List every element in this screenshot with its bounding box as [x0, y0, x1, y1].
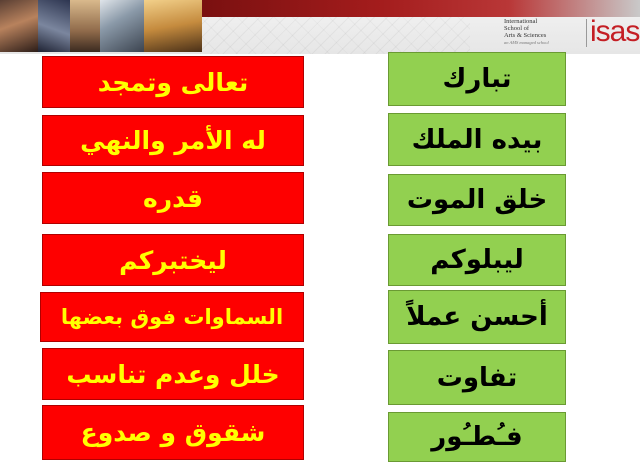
student-photo	[100, 0, 144, 52]
logo-line: School of	[504, 25, 530, 32]
logo-tagline: an AMS managed school	[504, 40, 549, 45]
word-box[interactable]: خلق الموت	[388, 174, 566, 226]
word-box[interactable]: فـُطـُور	[388, 412, 566, 462]
meaning-box[interactable]: خلل وعدم تناسب	[42, 348, 304, 400]
meaning-box[interactable]: تعالى وتمجد	[42, 56, 304, 108]
logo-line: International	[504, 18, 538, 25]
meaning-box[interactable]: السماوات فوق بعضها	[40, 292, 304, 342]
meaning-box[interactable]: قدره	[42, 172, 304, 224]
meaning-box[interactable]: ليختبركم	[42, 234, 304, 286]
word-box[interactable]: بيده الملك	[388, 113, 566, 166]
meaning-box[interactable]: شقوق و صدوع	[42, 405, 304, 460]
word-box[interactable]: أحسن عملاً	[388, 290, 566, 344]
photo-strip	[0, 0, 202, 52]
word-box[interactable]: ليبلوكم	[388, 234, 566, 286]
slide-header	[0, 0, 640, 54]
header-red-bar	[202, 0, 640, 17]
logo-mark: isas	[590, 15, 640, 48]
student-photo	[70, 0, 100, 52]
student-photo	[144, 0, 202, 52]
logo-line: Arts & Sciences	[504, 32, 547, 39]
meaning-box[interactable]: له الأمر والنهي	[42, 115, 304, 166]
word-box[interactable]: تفاوت	[388, 350, 566, 405]
logo-text	[504, 18, 586, 46]
student-photo	[38, 0, 70, 52]
logo-divider	[586, 19, 587, 47]
school-logo	[504, 15, 640, 50]
student-photo	[0, 0, 38, 52]
word-box[interactable]: تبارك	[388, 52, 566, 106]
